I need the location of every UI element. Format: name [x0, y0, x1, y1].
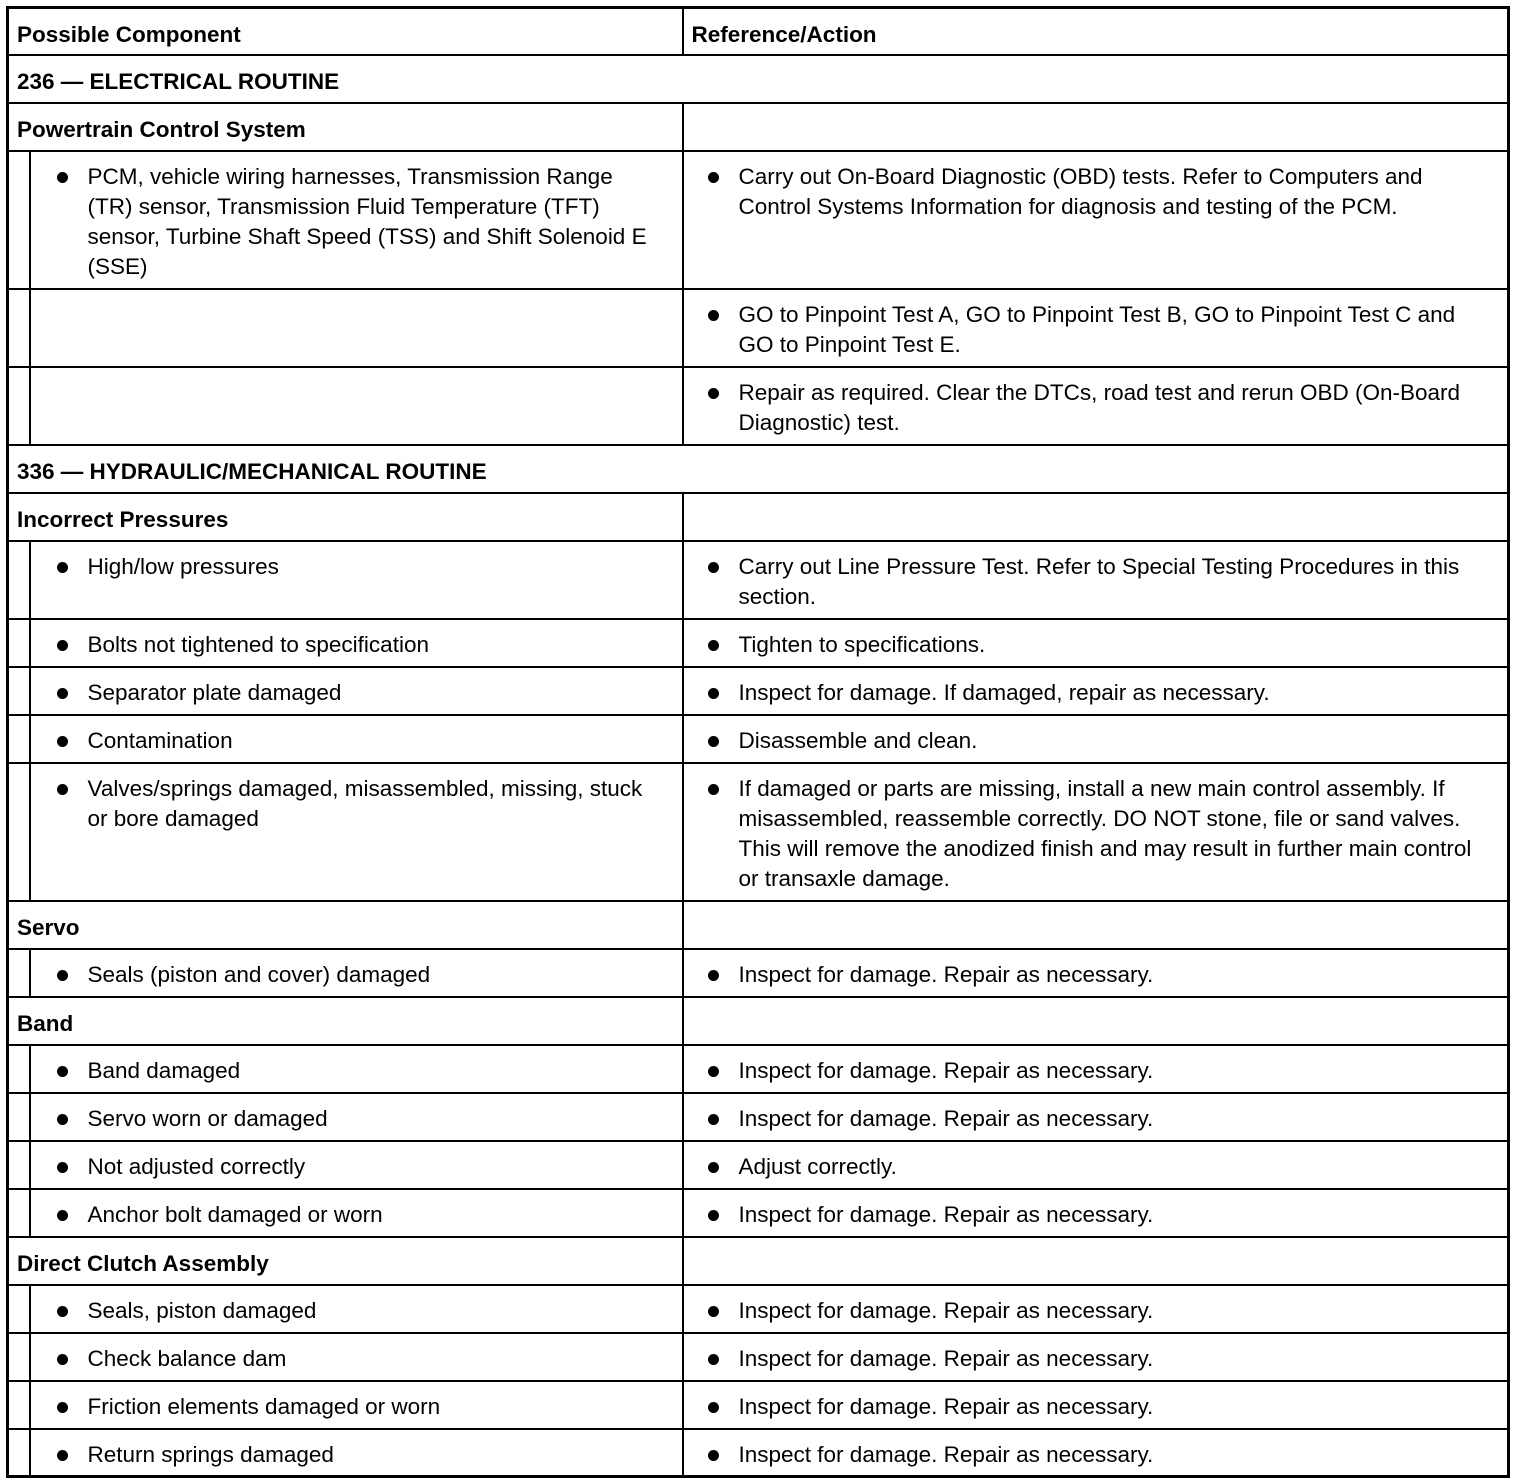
component-item	[31, 1190, 682, 1230]
indent-cell	[8, 763, 30, 901]
indent-cell	[8, 367, 30, 445]
table-row	[8, 763, 1509, 901]
bullet-icon	[708, 640, 719, 651]
reference-cell	[683, 1141, 1509, 1189]
action-item	[684, 152, 1508, 222]
component-item	[31, 1334, 682, 1374]
reference-cell	[683, 1045, 1509, 1093]
bullet-icon	[708, 1402, 719, 1413]
action-item	[684, 1382, 1508, 1422]
action-text: Adjust correctly.	[738, 1153, 897, 1179]
action-item	[684, 620, 1508, 660]
bullet-icon	[57, 1354, 68, 1365]
component-text: Separator plate damaged	[87, 679, 342, 705]
indent-cell	[8, 1429, 30, 1477]
reference-cell	[683, 289, 1509, 367]
table-row	[8, 1045, 1509, 1093]
group-row	[8, 493, 1509, 541]
action-text: Inspect for damage. Repair as necessary.	[738, 1441, 1154, 1467]
component-text: Anchor bolt damaged or worn	[87, 1201, 383, 1227]
group-reference-cell	[683, 901, 1509, 949]
bullet-icon	[57, 1306, 68, 1317]
group-reference-cell	[683, 493, 1509, 541]
action-text: Carry out Line Pressure Test. Refer to Special Testing Procedures in this section.	[738, 553, 1460, 609]
component-item	[31, 620, 682, 660]
reference-cell	[683, 949, 1509, 997]
diagnosis-table	[6, 6, 1510, 1478]
bullet-icon	[708, 388, 719, 399]
component-cell	[30, 1429, 683, 1477]
component-cell	[30, 619, 683, 667]
indent-cell	[8, 619, 30, 667]
component-text: Not adjusted correctly	[87, 1153, 306, 1179]
action-text: Inspect for damage. Repair as necessary.	[738, 1345, 1154, 1371]
indent-cell	[8, 1381, 30, 1429]
component-item	[31, 764, 682, 834]
component-item	[31, 1094, 682, 1134]
table-row	[8, 715, 1509, 763]
table-row	[8, 949, 1509, 997]
table-row	[8, 1141, 1509, 1189]
bullet-icon	[57, 970, 68, 981]
bullet-icon	[57, 1114, 68, 1125]
group-title: Servo	[8, 901, 683, 949]
action-item	[684, 542, 1508, 612]
reference-cell	[683, 367, 1509, 445]
indent-cell	[8, 289, 30, 367]
column-header-component: Possible Component	[8, 8, 683, 55]
reference-cell	[683, 763, 1509, 901]
action-text: Inspect for damage. Repair as necessary.	[738, 1201, 1154, 1227]
bullet-icon	[57, 784, 68, 795]
reference-cell	[683, 1381, 1509, 1429]
action-text: Repair as required. Clear the DTCs, road test and rerun OBD (On-Board Diagnostic) test.	[738, 379, 1461, 435]
table-row	[8, 289, 1509, 367]
bullet-icon	[708, 1354, 719, 1365]
group-row	[8, 997, 1509, 1045]
bullet-icon	[708, 310, 719, 321]
group-row	[8, 1237, 1509, 1285]
action-text: Carry out On-Board Diagnostic (OBD) tests. Refer to Computers and Control Systems Information for diagnosis and testing of the PCM.	[738, 163, 1423, 219]
component-cell	[30, 1333, 683, 1381]
section-row	[8, 55, 1509, 103]
action-text: Inspect for damage. Repair as necessary.	[738, 1057, 1154, 1083]
indent-cell	[8, 1285, 30, 1333]
component-item	[31, 152, 682, 282]
bullet-icon	[57, 1162, 68, 1173]
bullet-icon	[708, 1162, 719, 1173]
table-row	[8, 1189, 1509, 1237]
action-text: Inspect for damage. Repair as necessary.	[738, 1297, 1154, 1323]
group-title: Band	[8, 997, 683, 1045]
component-cell	[30, 1141, 683, 1189]
indent-cell	[8, 1189, 30, 1237]
reference-cell	[683, 715, 1509, 763]
action-text: Disassemble and clean.	[738, 727, 978, 753]
action-text: Inspect for damage. Repair as necessary.	[738, 1105, 1154, 1131]
action-item	[684, 1046, 1508, 1086]
indent-cell	[8, 151, 30, 289]
bullet-icon	[708, 970, 719, 981]
component-cell	[30, 1045, 683, 1093]
component-text: Seals, piston damaged	[87, 1297, 317, 1323]
component-cell	[30, 763, 683, 901]
indent-cell	[8, 1093, 30, 1141]
component-item	[31, 1142, 682, 1182]
action-item	[684, 290, 1508, 360]
bullet-icon	[708, 1210, 719, 1221]
action-item	[684, 716, 1508, 756]
reference-cell	[683, 151, 1509, 289]
section-title: 336 — HYDRAULIC/MECHANICAL ROUTINE	[8, 445, 1509, 493]
table-row	[8, 619, 1509, 667]
component-item	[31, 542, 682, 582]
action-item	[684, 950, 1508, 990]
table-row	[8, 367, 1509, 445]
bullet-icon	[708, 562, 719, 573]
component-cell	[30, 1381, 683, 1429]
component-text: Valves/springs damaged, misassembled, missing, stuck or bore damaged	[87, 775, 643, 831]
component-item	[31, 668, 682, 708]
bullet-icon	[708, 1114, 719, 1125]
bullet-icon	[57, 736, 68, 747]
component-text: Return springs damaged	[87, 1441, 334, 1467]
section-title: 236 — ELECTRICAL ROUTINE	[8, 55, 1509, 103]
group-title: Powertrain Control System	[8, 103, 683, 151]
table-row	[8, 541, 1509, 619]
component-cell	[30, 949, 683, 997]
group-row	[8, 103, 1509, 151]
component-cell	[30, 1189, 683, 1237]
action-text: Inspect for damage. Repair as necessary.	[738, 961, 1154, 987]
component-item	[31, 1046, 682, 1086]
bullet-icon	[57, 640, 68, 651]
component-text: High/low pressures	[87, 553, 279, 579]
indent-cell	[8, 949, 30, 997]
bullet-icon	[708, 1066, 719, 1077]
component-cell	[30, 541, 683, 619]
action-text: Inspect for damage. If damaged, repair as necessary.	[738, 679, 1270, 705]
component-text: Seals (piston and cover) damaged	[87, 961, 431, 987]
group-title: Direct Clutch Assembly	[8, 1237, 683, 1285]
table-row	[8, 1285, 1509, 1333]
reference-cell	[683, 541, 1509, 619]
component-text: Check balance dam	[87, 1345, 287, 1371]
action-item	[684, 368, 1508, 438]
reference-cell	[683, 667, 1509, 715]
bullet-icon	[708, 736, 719, 747]
column-header-reference: Reference/Action	[683, 8, 1509, 55]
action-item	[684, 1094, 1508, 1134]
reference-cell	[683, 1333, 1509, 1381]
component-cell	[30, 1285, 683, 1333]
reference-cell	[683, 619, 1509, 667]
action-item	[684, 1286, 1508, 1326]
action-item	[684, 1430, 1508, 1470]
component-text: Bolts not tightened to specification	[87, 631, 429, 657]
action-text: GO to Pinpoint Test A, GO to Pinpoint Test B, GO to Pinpoint Test C and GO to Pinpoint Test E.	[738, 301, 1456, 357]
table-row	[8, 1429, 1509, 1477]
group-reference-cell	[683, 1237, 1509, 1285]
component-text: Band damaged	[87, 1057, 241, 1083]
section-row	[8, 445, 1509, 493]
indent-cell	[8, 715, 30, 763]
component-text: Servo worn or damaged	[87, 1105, 328, 1131]
bullet-icon	[57, 1066, 68, 1077]
component-text: PCM, vehicle wiring harnesses, Transmission Range (TR) sensor, Transmission Fluid Temperature (TFT) sensor, Turbine Shaft Speed (TSS) and Shift Solenoid E (SSE)	[87, 163, 647, 279]
table-row	[8, 1381, 1509, 1429]
reference-cell	[683, 1429, 1509, 1477]
component-item	[31, 1430, 682, 1470]
action-item	[684, 1142, 1508, 1182]
bullet-icon	[57, 1402, 68, 1413]
component-text: Contamination	[87, 727, 233, 753]
component-item	[31, 950, 682, 990]
indent-cell	[8, 667, 30, 715]
bullet-icon	[708, 1306, 719, 1317]
table-row	[8, 667, 1509, 715]
component-cell	[30, 151, 683, 289]
component-cell	[30, 715, 683, 763]
component-item	[31, 1286, 682, 1326]
bullet-icon	[708, 784, 719, 795]
group-title: Incorrect Pressures	[8, 493, 683, 541]
bullet-icon	[57, 688, 68, 699]
bullet-icon	[57, 1450, 68, 1461]
indent-cell	[8, 1045, 30, 1093]
bullet-icon	[57, 562, 68, 573]
indent-cell	[8, 541, 30, 619]
bullet-icon	[708, 688, 719, 699]
action-item	[684, 764, 1508, 894]
group-reference-cell	[683, 997, 1509, 1045]
table-row	[8, 151, 1509, 289]
component-cell	[30, 1093, 683, 1141]
group-row	[8, 901, 1509, 949]
table-row	[8, 1333, 1509, 1381]
reference-cell	[683, 1285, 1509, 1333]
action-item	[684, 668, 1508, 708]
group-reference-cell	[683, 103, 1509, 151]
action-text: If damaged or parts are missing, install a new main control assembly. If misassembled, reassemble correctly. DO NOT stone, file or sand valves. This will remove the anodized finish and may result in further main control or transaxle damage.	[738, 775, 1472, 891]
bullet-icon	[57, 172, 68, 183]
table-header-row	[8, 8, 1509, 55]
component-text: Friction elements damaged or worn	[87, 1393, 441, 1419]
bullet-icon	[708, 1450, 719, 1461]
component-cell	[30, 667, 683, 715]
indent-cell	[8, 1141, 30, 1189]
component-cell	[30, 289, 683, 367]
action-item	[684, 1334, 1508, 1374]
action-text: Tighten to specifications.	[738, 631, 986, 657]
reference-cell	[683, 1093, 1509, 1141]
indent-cell	[8, 1333, 30, 1381]
action-item	[684, 1190, 1508, 1230]
component-item	[31, 716, 682, 756]
component-cell	[30, 367, 683, 445]
reference-cell	[683, 1189, 1509, 1237]
component-item	[31, 1382, 682, 1422]
table-row	[8, 1093, 1509, 1141]
bullet-icon	[708, 172, 719, 183]
bullet-icon	[57, 1210, 68, 1221]
action-text: Inspect for damage. Repair as necessary.	[738, 1393, 1154, 1419]
